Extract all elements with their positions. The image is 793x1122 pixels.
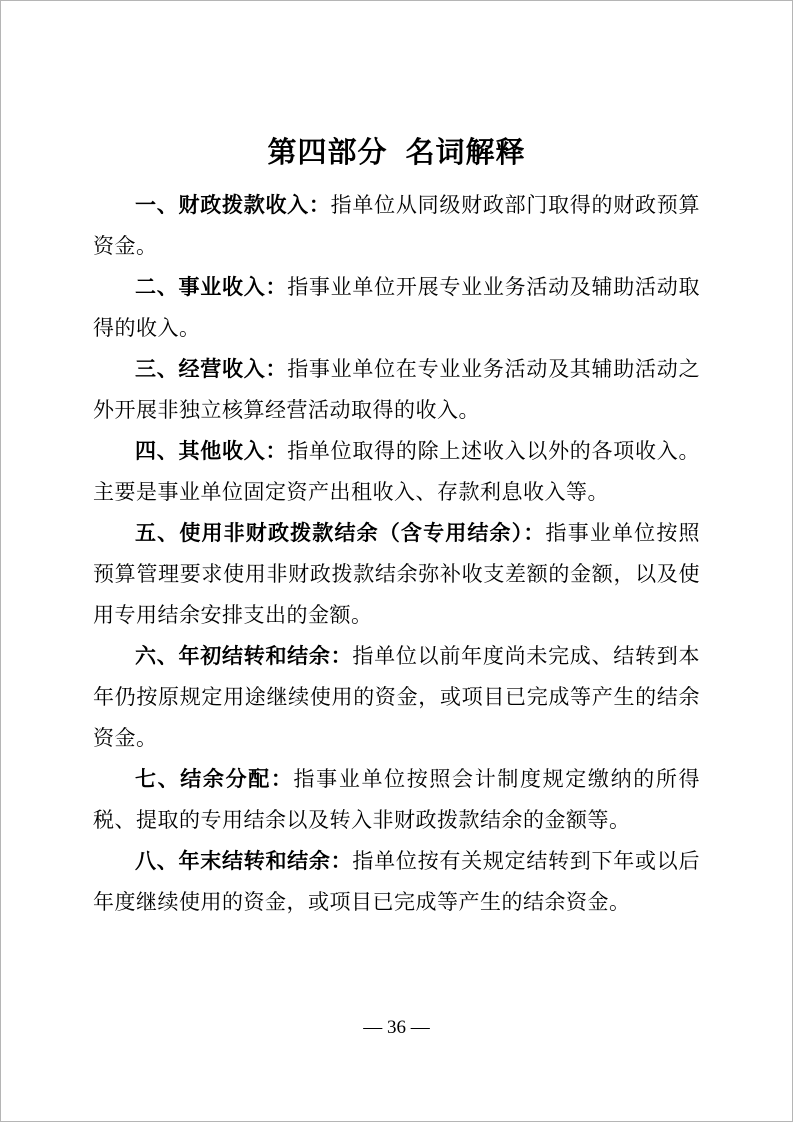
glossary-item-8 (93, 841, 700, 923)
glossary-item-5 (93, 513, 700, 636)
page-title: 第四部分 名词解释 (267, 137, 526, 169)
glossary-item-2 (93, 267, 700, 349)
glossary-term: 三、经营收入： (135, 357, 288, 381)
glossary-term: 七、结余分配： (135, 767, 294, 791)
glossary-definition: 指事业单位按照预算管理要求使用非财政拨款结余弥补收支差额的金额，以及使用专用结余安排支出的金额。 (93, 521, 701, 627)
glossary-term: 八、年末结转和结余： (135, 849, 353, 873)
glossary-term: 二、事业收入： (135, 275, 288, 299)
glossary-definition: 指事业单位按照会计制度规定缴纳的所得税、提取的专用结余以及转入非财政拨款结余的金额等。 (93, 767, 701, 832)
glossary-item-6 (93, 636, 700, 759)
glossary-term: 一、财政拨款收入： (135, 193, 331, 217)
page-number: — 36 — (363, 1017, 430, 1038)
glossary-definition: 指单位取得的除上述收入以外的各项收入。主要是事业单位固定资产出租收入、存款利息收入等。 (93, 439, 701, 504)
glossary-item-1 (93, 185, 700, 267)
glossary-definition: 指单位从同级财政部门取得的财政预算资金。 (93, 193, 701, 258)
glossary-item-4 (93, 431, 700, 513)
glossary-item-3 (93, 349, 700, 431)
glossary-term: 六、年初结转和结余： (135, 644, 353, 668)
glossary-definition: 指事业单位在专业业务活动及其辅助活动之外开展非独立核算经营活动取得的收入。 (93, 357, 701, 422)
glossary-term: 五、使用非财政拨款结余（含专用结余）： (135, 521, 546, 545)
glossary-term: 四、其他收入： (135, 439, 288, 463)
document-content (1, 1, 792, 923)
glossary-definition: 指单位以前年度尚未完成、结转到本年仍按原规定用途继续使用的资金，或项目已完成等产生的结余资金。 (93, 644, 701, 750)
glossary-item-7 (93, 759, 700, 841)
glossary-definition: 指单位按有关规定结转到下年或以后年度继续使用的资金，或项目已完成等产生的结余资金。 (93, 849, 701, 914)
glossary-definition: 指事业单位开展专业业务活动及辅助活动取得的收入。 (93, 275, 701, 340)
